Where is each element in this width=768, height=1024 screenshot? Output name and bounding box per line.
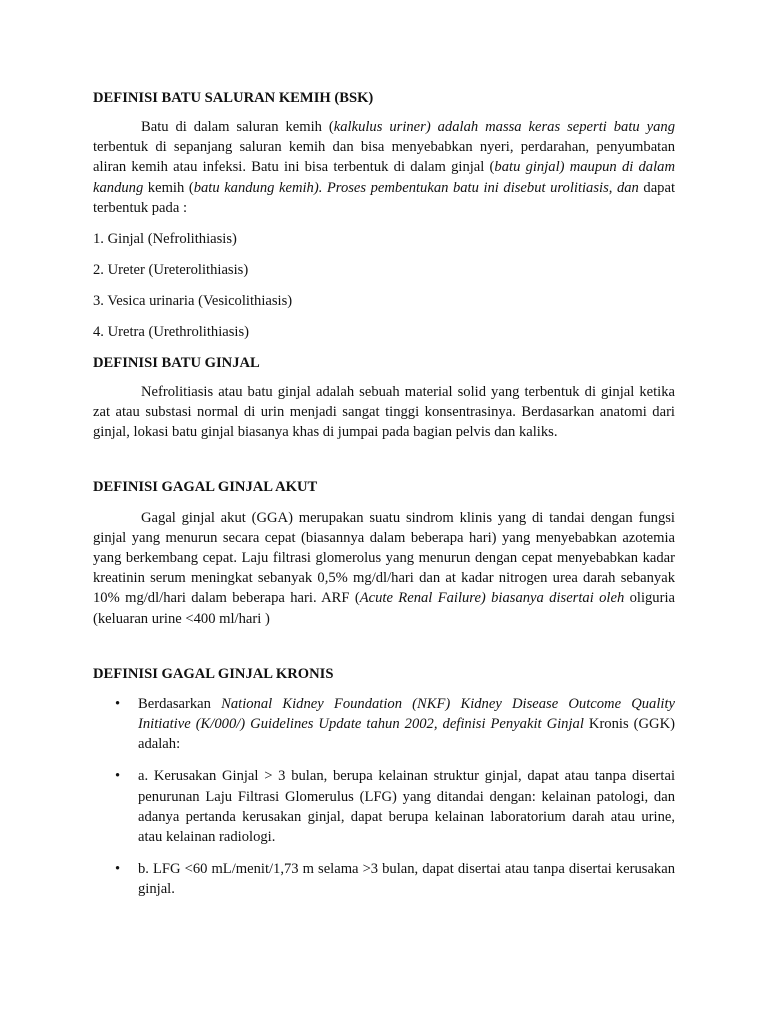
section-bsk: [93, 88, 675, 342]
bsk-text-1: Batu di dalam saluran kemih (: [141, 119, 334, 135]
kronis-b3-text: b. LFG <60 mL/menit/1,73 m selama >3 bulan, dapat disertai atau tanpa disertai kerusakan ginjal.: [138, 861, 675, 898]
document-page: [93, 80, 675, 900]
heading-batu-ginjal: DEFINISI BATU GINJAL: [93, 355, 260, 372]
list-item: [93, 766, 675, 847]
bsk-text-3: terbentuk di sepanjang saluran kemih dan bisa menyebabkan nyeri, perdarahan, penyumbatan aliran kemih atau infeksi. Batu ini bisa terbentuk di dalam ginjal (: [93, 139, 675, 176]
list-item: [93, 694, 675, 755]
list-item: [93, 859, 675, 899]
heading-bsk: DEFINISI BATU SALURAN KEMIH (BSK): [93, 90, 374, 106]
list-item: 4. Uretra (Urethrolithiasis): [93, 324, 250, 341]
akut-text-1: Gagal ginjal akut (GGA) merupakan suatu sindrom klinis yang di tandai dengan fungsi ginjal yang menurun secara cepat (biasannya dalam beberapa hari) yang menyebabkan azotemia yang berkembang cepat. Laju filtrasi glomerolus yang menurun dengan cepat menyebabkan kadar kreatinin serum meningkat sebanyak 0,5% mg/dl/hari dan at kadar nitrogen urea darah sebanyak 10% mg/dl/hari dalam beberapa hari. ARF (: [93, 509, 675, 607]
akut-text-2: Acute Renal Failure) biasanya disertai oleh: [359, 590, 625, 607]
bsk-text-4: batu ginjal) maupun di dalam kandung: [93, 159, 675, 196]
kronis-b1-text-2: National Kidney Foundation (NKF) Kidney Disease Outcome Quality Initiative (K/000/) Guidelines Update tahun 2002, definisi Penyakit Ginjal: [138, 695, 675, 733]
bsk-text-6: batu kandung kemih). Proses pembentukan batu ini disebut urolitiasis, dan: [193, 179, 639, 196]
section-gagal-ginjal-kronis: [93, 664, 675, 900]
paragraph-gagal-ginjal-akut: [93, 508, 675, 629]
bullet-marker: •: [115, 861, 121, 878]
paragraph-bsk: [93, 117, 675, 218]
heading-gagal-ginjal-kronis: DEFINISI GAGAL GINJAL KRONIS: [93, 665, 334, 682]
bsk-text-2: kalkulus uriner) adalah massa keras seperti batu yang: [333, 119, 675, 135]
bullet-marker: •: [115, 695, 121, 712]
list-item: 3. Vesica urinaria (Vesicolithiasis): [93, 293, 293, 310]
kronis-b2-text: a. Kerusakan Ginjal > 3 bulan, berupa kelainan struktur ginjal, dapat atau tanpa disertai penurunan Laju Filtrasi Glomerulus (LFG) yang ditandai dengan: kelainan patologi, dan adanya pertanda kerusakan ginjal, dapat berupa kelainan laboratorium darah atau urine, atau kelainan radiologi.: [138, 768, 675, 846]
section-gagal-ginjal-akut: [93, 477, 675, 629]
heading-gagal-ginjal-akut: DEFINISI GAGAL GINJAL AKUT: [93, 478, 318, 495]
kronis-b1-text-3: Kronis (GGK) adalah:: [138, 716, 675, 753]
bsk-text-5: kemih (: [143, 179, 194, 196]
bsk-text-7: dapat terbentuk pada :: [93, 179, 676, 216]
kronis-b1-text-1: Berdasarkan: [138, 695, 222, 712]
list-item: 1. Ginjal (Nefrolithiasis): [93, 231, 237, 248]
paragraph-batu-ginjal: Nefrolitiasis atau batu ginjal adalah sebuah material solid yang terbentuk di ginjal ketika zat atau substasi normal di urin menjadi sangat tinggi konsentrasinya. Berdasarkan anatomi dari ginjal, lokasi batu ginjal biasanya khas di jumpai pada bagian pelvis dan kaliks.: [93, 384, 675, 441]
akut-text-3: oliguria (keluaran urine <400 ml/hari ): [93, 590, 675, 627]
bullet-marker: •: [115, 768, 121, 785]
bullet-list: [93, 694, 675, 900]
list-item: 2. Ureter (Ureterolithiasis): [93, 262, 249, 279]
section-batu-ginjal: [93, 353, 675, 443]
